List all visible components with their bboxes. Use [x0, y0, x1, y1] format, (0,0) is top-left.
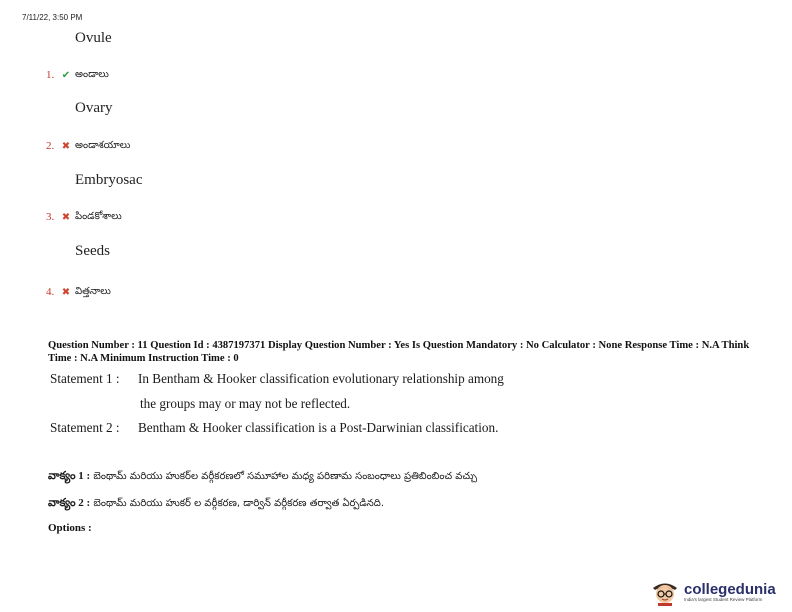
- telugu-statement-2: [48, 497, 384, 512]
- question-meta: Question Number : 11 Question Id : 4387197371 Display Question Number : Yes Is Question Mandatory : No Calculator : None Response Time : N.A Think Time : N.A Minimum Instruction Time : 0: [48, 340, 750, 364]
- option-1-telugu: అండాలు: [75, 69, 109, 80]
- cross-icon: ✖: [61, 140, 71, 152]
- statement-1-continued: the groups may or may not be reflected.: [140, 396, 351, 411]
- statement-2-label: Statement 2 :: [50, 420, 120, 435]
- cross-icon: ✖: [61, 286, 71, 298]
- collegedunia-logo: [650, 578, 776, 606]
- telugu-statement-1-text: బెంథామ్ మరియు హుకర్‌ల వర్గీకరణలో సమూహాల మధ్య పరిణామ సంబంధాలు ప్రతిబింబించ వచ్చు: [93, 471, 478, 482]
- option-number: 3.: [46, 211, 55, 223]
- option-4-telugu: విత్తనాలు: [75, 286, 111, 297]
- telugu-statement-1: [48, 470, 477, 485]
- mascot-icon: [650, 578, 680, 606]
- option-1-english: Ovule: [75, 30, 112, 46]
- option-number: 2.: [46, 140, 55, 152]
- cross-icon: ✖: [61, 211, 71, 223]
- statement-2-text: Bentham & Hooker classification is a Post-Darwinian classification.: [138, 420, 499, 435]
- print-timestamp: 7/11/22, 3:50 PM: [22, 13, 83, 22]
- logo-name: collegedunia: [684, 580, 776, 598]
- option-1-row: [46, 68, 109, 82]
- telugu-statement-2-text: బెంథామ్ మరియు హుకర్ ల వర్గీకరణ, డార్విన్ వర్గీకరణ తర్వాత ఏర్పడినది.: [93, 498, 384, 509]
- option-3-row: [46, 210, 122, 224]
- statement-1: [50, 371, 504, 387]
- option-2-row: [46, 139, 130, 153]
- logo-tagline: India's largest Student Review Platform: [684, 596, 763, 602]
- option-3-telugu: పిండకోశాలు: [75, 211, 122, 222]
- option-2-english: Ovary: [75, 100, 113, 116]
- statement-1-text: In Bentham & Hooker classification evolutionary relationship among: [138, 371, 504, 386]
- option-4-english: Seeds: [75, 243, 110, 259]
- option-number: 1.: [46, 69, 55, 81]
- option-3-english: Embryosac: [75, 172, 143, 188]
- telugu-statement-1-label: వాక్యం 1 :: [48, 470, 91, 482]
- option-number: 4.: [46, 286, 55, 298]
- option-4-row: [46, 285, 111, 299]
- statement-1-label: Statement 1 :: [50, 371, 120, 386]
- telugu-statement-2-label: వాక్యం 2 :: [48, 497, 91, 509]
- option-2-telugu: అండాశయాలు: [75, 140, 131, 151]
- statement-2: [50, 420, 498, 436]
- check-icon: ✔: [61, 69, 71, 81]
- options-label: Options :: [48, 522, 92, 534]
